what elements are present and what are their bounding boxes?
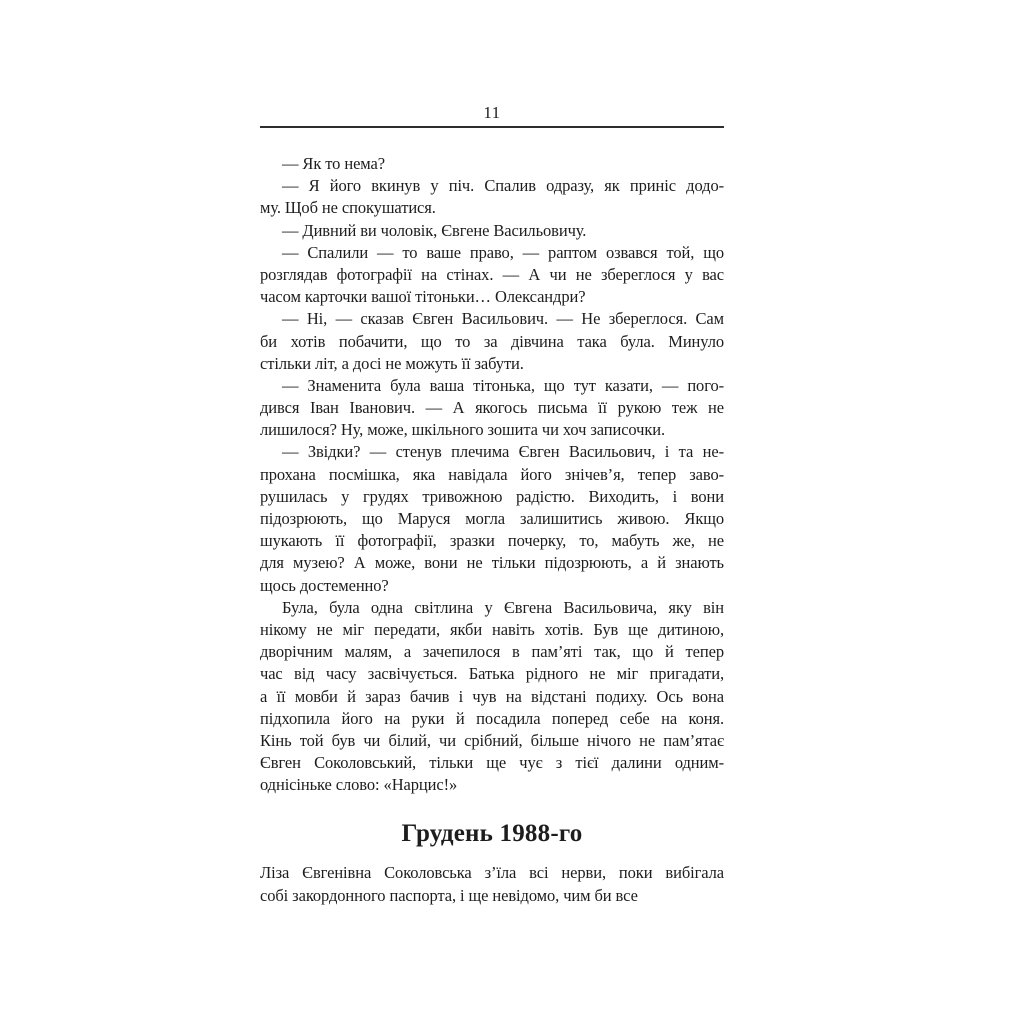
text-line: — Ні, — сказав Євген Васильович. — Не збереглося. Сам	[282, 309, 724, 329]
text-line: — Дивний ви чоловік, Євгене Васильовичу.	[282, 220, 587, 240]
text-line: дився Іван Іванович. — А якогось письма її рукою теж не	[260, 398, 724, 418]
text-line: — Я його вкинув у піч. Спалив одразу, як приніс додо-	[282, 176, 724, 196]
paragraph	[260, 242, 724, 309]
text-line: — Знаменита була ваша тітонька, що тут казати, — пого-	[282, 375, 724, 395]
text-line: му. Щоб не спокушатися.	[260, 198, 436, 218]
text-line: — Як то нема?	[282, 154, 385, 173]
section-heading: Грудень 1988-го	[401, 820, 583, 848]
text-line: для музею? А може, вони не тільки підозрюють, а й знають	[260, 553, 724, 573]
text-line: Була, була одна світлина у Євгена Васильовича, яку він	[282, 597, 724, 617]
paragraph	[260, 220, 724, 242]
running-header	[260, 103, 724, 128]
paragraph	[260, 441, 724, 596]
text-line: щось достеменно?	[260, 575, 389, 595]
text-column	[260, 0, 724, 907]
text-line: дворічним малям, а зачепилося в пам’яті так, що й тепер	[260, 642, 724, 662]
paragraph	[260, 375, 724, 442]
paragraph	[260, 862, 724, 906]
text-line: собі закордонного паспорта, і ще невідомо, чим би все	[260, 885, 638, 905]
text-line: розглядав фотографії на стінах. — А чи не збереглося у вас	[260, 264, 724, 284]
text-line: підозрюють, що Маруся могла залишитись живою. Якщо	[260, 509, 724, 528]
text-line: би хотів побачити, що то за дівчина така була. Минуло	[260, 331, 724, 351]
text-line: стільки літ, а досі не можуть її забути.	[260, 353, 524, 373]
paragraph	[260, 175, 724, 219]
page-number: 11	[483, 103, 501, 122]
text-line: а її мовби й зараз бачив і чув на відстані подиху. Ось вона	[260, 686, 724, 706]
paragraph	[260, 308, 724, 375]
text-line: шукають її фотографії, зразки почерку, то, мабуть же, не	[260, 531, 724, 551]
text-line: Євген Соколовський, тільки ще чує з тієї далини одним-	[260, 753, 724, 773]
text-line: рушилась у грудях тривожною радістю. Виходить, і вони	[260, 486, 724, 506]
text-line: — Спалили — то ваше право, — раптом озвався той, що	[282, 242, 724, 262]
text-line: часом карточки вашої тітоньки… Олександри?	[260, 287, 586, 307]
text-line: підхопила його на руки й посадила поперед себе на коня.	[260, 708, 724, 728]
text-line: нікому не міг передати, якби навіть хотів. Був ще дитиною,	[260, 619, 724, 639]
paragraph	[260, 153, 724, 175]
text-line: прохана посмішка, яка навідала його знічев’я, тепер заво-	[260, 464, 724, 484]
text-line: лишилося? Ну, може, шкільного зошита чи хоч записочки.	[260, 420, 666, 440]
text-line: — Звідки? — стенув плечима Євген Васильович, і та не-	[282, 442, 724, 462]
text-line: однісіньке слово: «Нарцис!»	[260, 775, 458, 795]
text-line: Кінь той був чи білий, чи срібний, більше нічого не пам’ятає	[260, 730, 724, 750]
text-body	[260, 153, 724, 907]
paragraph	[260, 597, 724, 797]
text-line: час від часу засвічується. Батька рідного не міг пригадати,	[260, 664, 724, 684]
text-line: Ліза Євгенівна Соколовська з’їла всі нерви, поки вибігала	[260, 863, 724, 883]
